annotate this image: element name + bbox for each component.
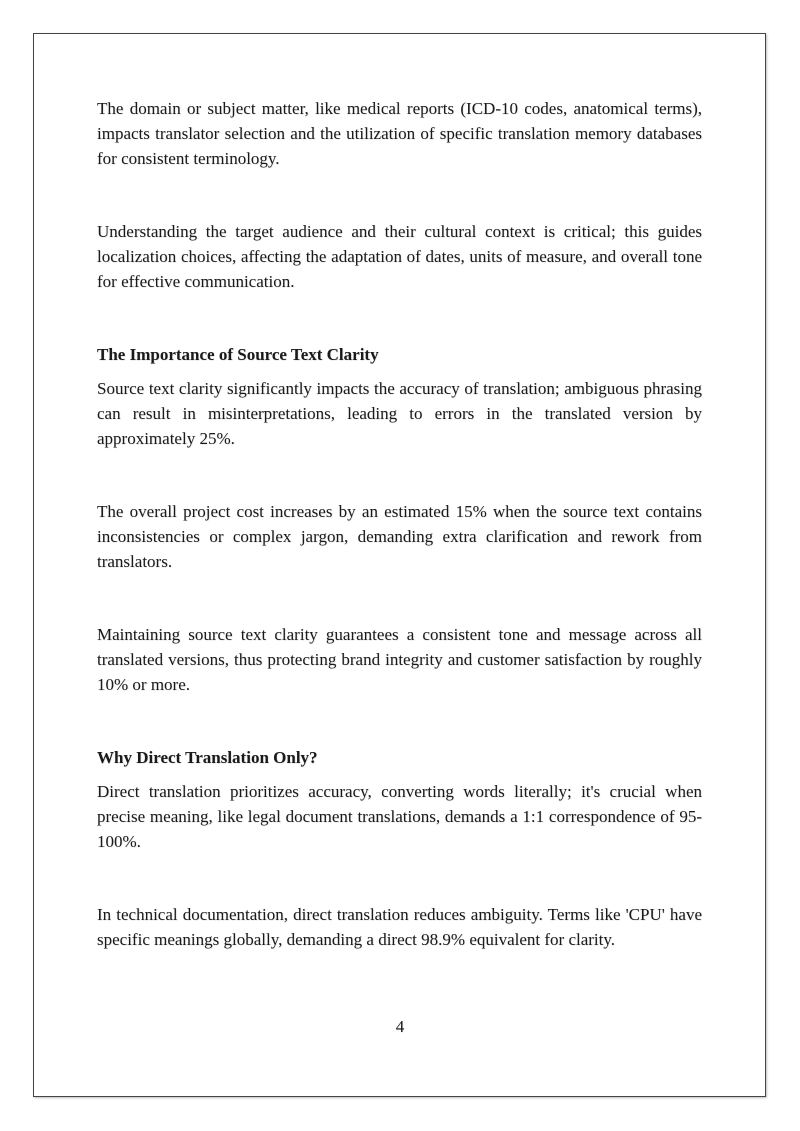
paragraph-clarity-accuracy: Source text clarity significantly impacts the accuracy of translation; ambiguous phrasing can result in misinterpretations, leading to errors in the translated version by approximately 25%. [97,379,702,448]
paragraph-clarity-consistency: Maintaining source text clarity guarantees a consistent tone and message across all translated versions, thus protecting brand integrity and customer satisfaction by roughly 10% or more. [97,625,702,694]
page-number: 4 [395,1017,405,1036]
heading-spacer [97,770,702,779]
paragraph-clarity-cost: The overall project cost increases by an estimated 15% when the source text contains inconsistencies or complex jargon, demanding extra clarification and rework from translators. [97,502,702,571]
heading-spacer [97,367,702,376]
paragraph-spacer [97,451,702,499]
paragraph-spacer [97,574,702,622]
paragraph-spacer [97,294,702,342]
section-heading-direct: Why Direct Translation Only? [97,748,318,767]
page-content [97,96,702,952]
paragraph-direct-technical: In technical documentation, direct translation reduces ambiguity. Terms like 'CPU' have specific meanings globally, demanding a direct 98.9% equivalent for clarity. [97,905,702,949]
paragraph-domain: The domain or subject matter, like medical reports (ICD-10 codes, anatomical terms), impacts translator selection and the utilization of specific translation memory databases for consistent terminology. [97,99,702,168]
paragraph-spacer [97,854,702,902]
paragraph-direct-accuracy: Direct translation prioritizes accuracy, converting words literally; it's crucial when precise meaning, like legal document translations, demands a 1:1 correspondence of 95-100%. [97,782,702,851]
section-heading-clarity: The Importance of Source Text Clarity [97,345,379,364]
paragraph-audience: Understanding the target audience and their cultural context is critical; this guides localization choices, affecting the adaptation of dates, units of measure, and overall tone for effective communication. [97,222,702,291]
paragraph-spacer [97,171,702,219]
paragraph-spacer [97,697,702,745]
